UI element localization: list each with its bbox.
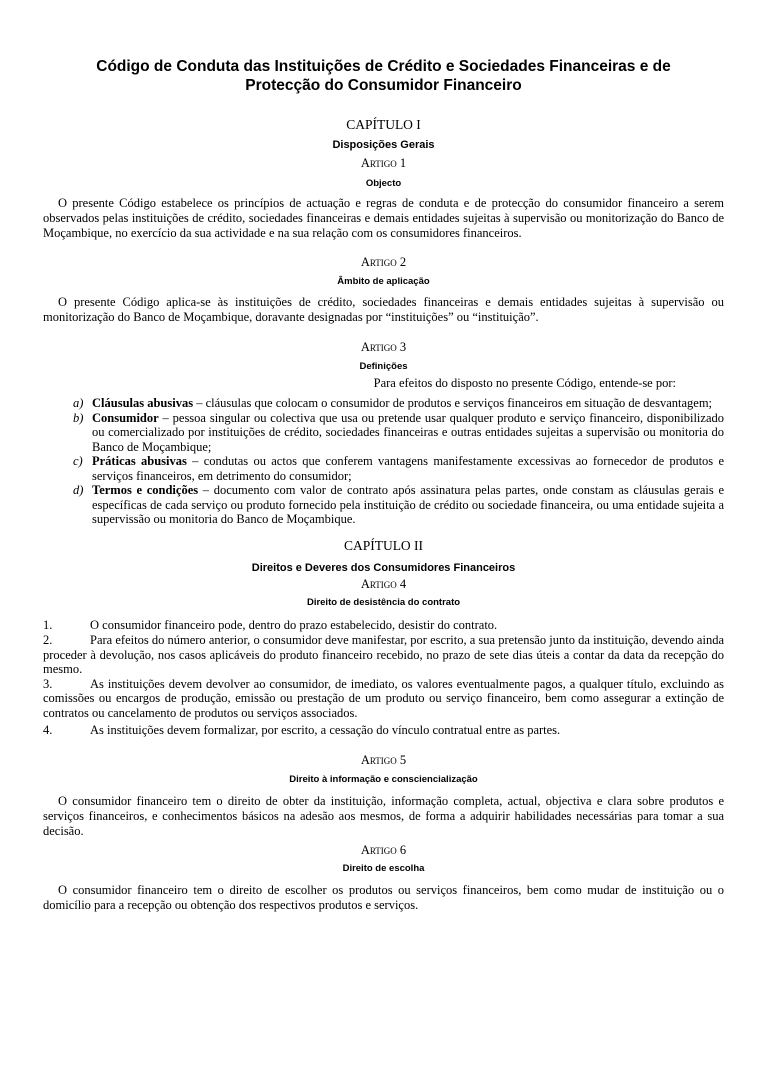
list-item: a) Cláusulas abusivas – cláusulas que colocam o consumidor de produtos e serviços financeiros em situação de desvantagem; — [73, 396, 713, 410]
chapter-2-title: Direitos e Deveres dos Consumidores Financeiros — [251, 561, 516, 574]
article-4-items — [43, 618, 724, 738]
article-2-label: Artigo 2 — [360, 255, 407, 269]
chapter-1-title: Disposições Gerais — [332, 139, 435, 151]
chapter-1-label: CAPÍTULO I — [346, 117, 421, 132]
article-1-label: Artigo 1 — [360, 156, 407, 170]
article-1-title: Objecto — [365, 178, 402, 189]
article-6-text: O consumidor financeiro tem o direito de escolher os produtos ou serviços financeiros, bem como mudar de instituição ou o domicílio para a recepção ou obtenção dos respectivos produtos e serviços. — [43, 882, 724, 912]
article-4-title: Direito de desistência do contrato — [306, 596, 461, 608]
article-6-label: Artigo 6 — [360, 842, 407, 857]
list-item: 1. O consumidor financeiro pode, dentro do prazo estabelecido, desistir do contrato. — [43, 617, 498, 632]
list-item: 2. Para efeitos do número anterior, o consumidor deve manifestar, por escrito, a sua pretensão junto da instituição, devendo ainda proceder à devolução, nos casos aplicáveis do produto financeiro recebido, no prazo de sete dias úteis a contar da data da recepção do mesmo. — [43, 633, 724, 676]
list-item: 3. As instituições devem devolver ao consumidor, de imediato, os valores eventualmente pagos, a qualquer título, excluindo as comissões ou encargos de produção, emissão ou prestação de um produto ou serviço financeiro, bem como assegurar a extinção de contratos ou cancelamento de produtos ou serviços associados. — [43, 676, 724, 720]
document-page — [0, 57, 768, 1081]
article-3-intro: Para efeitos do disposto no presente Código, entende-se por: — [373, 376, 676, 390]
article-5-label: Artigo 5 — [360, 752, 407, 767]
article-3-label: Artigo 3 — [360, 340, 407, 354]
article-2-title: Âmbito de aplicação — [337, 276, 430, 287]
definitions-list — [43, 396, 724, 527]
document-title: Código de Conduta das Instituições de Crédito e Sociedades Financeiras e de Protecção do Consumidor Financeiro — [96, 58, 671, 94]
list-item: d) Termos e condições – documento com valor de contrato após assinatura pelas partes, onde constam as cláusulas gerais e específicas de cada serviço ou produto fornecido pela instituição de crédito ou sociedade financeira, ou uma entidade sujeita a supervissão ou monitoria do Banco de Moçambique. — [73, 483, 724, 526]
list-item: 4. As instituições devem formalizar, por escrito, a cessação do vínculo contratual entre as partes. — [43, 723, 561, 737]
article-5-text: O consumidor financeiro tem o direito de obter da instituição, informação completa, actual, objectiva e clara sobre produtos e serviços financeiros, e conhecimentos básicos na adesão aos mesmos, de forma a adquirir habilidades necessárias para tomar a sua decisão. — [43, 793, 724, 838]
article-3-title: Definições — [359, 361, 408, 372]
list-item: b) Consumidor – pessoa singular ou colectiva que usa ou pretende usar qualquer produto e serviço financeiro, disponibilizado ou comercializado por instituições de crédito, sociedades financeiras e outras entidades sujeitas a supervisão ou monitoria do Banco de Moçambique; — [73, 410, 724, 454]
article-6-title: Direito de escolha — [342, 862, 425, 874]
article-5-title: Direito à informação e consciencialização — [289, 773, 478, 785]
list-item: c) Práticas abusivas – condutas ou actos que conferem vantagens manifestamente excessivas ao fornecedor de produtos e serviços financeiros, em detrimento do consumidor; — [73, 454, 724, 483]
article-2-text: O presente Código aplica-se às instituições de crédito, sociedades financeiras e demais entidades sujeitas à supervisão ou monitorização do Banco de Moçambique, doravante designadas por “instituições” ou “instituição”. — [43, 295, 724, 324]
article-4-label: Artigo 4 — [360, 576, 407, 591]
article-1-text: O presente Código estabelece os princípios de actuação e regras de conduta e de protecção do consumidor financeiro a serem observados pelas instituições de crédito, sociedades financeiras e demais entidades sujeitas à supervisão ou monitorização do Banco de Moçambique, no exercício da sua actividade e na sua relação com os consumidores financeiros. — [43, 196, 724, 240]
chapter-2-label: CAPÍTULO II — [343, 537, 424, 553]
